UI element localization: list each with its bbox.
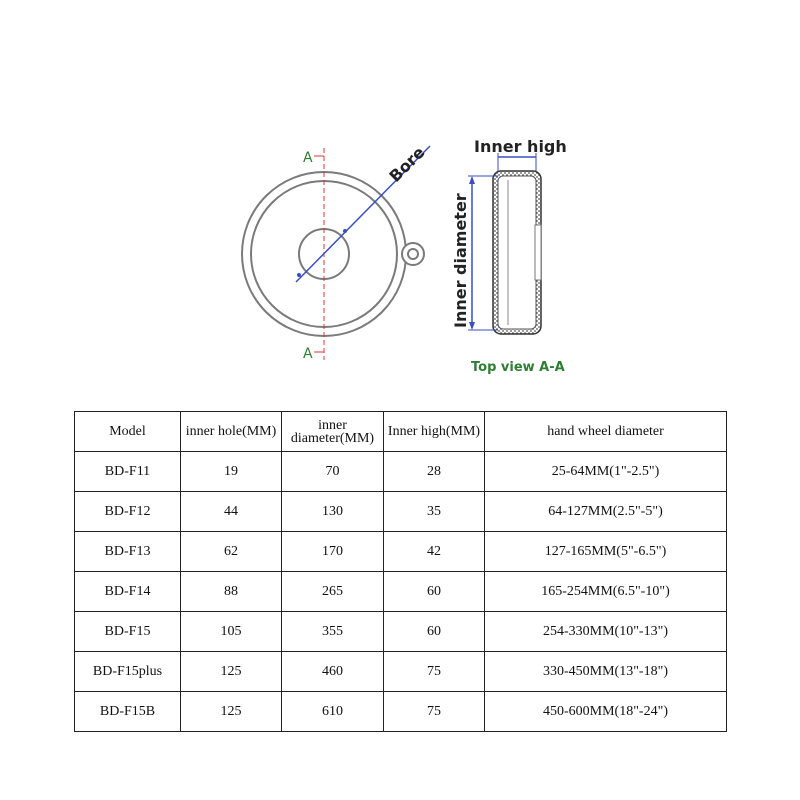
header-inner-hole: inner hole(MM) <box>181 412 282 452</box>
cell-model: BD-F15B <box>75 692 181 732</box>
cell-inner-hole: 88 <box>181 572 282 612</box>
cell-inner-high: 75 <box>384 692 485 732</box>
table-row <box>75 532 727 572</box>
cell-inner-hole: 105 <box>181 612 282 652</box>
table-row <box>75 452 727 492</box>
cell-inner-diameter: 70 <box>282 452 384 492</box>
cell-inner-diameter: 265 <box>282 572 384 612</box>
cell-hand-wheel-diameter: 64-127MM(2.5"-5") <box>485 492 727 532</box>
cell-model: BD-F13 <box>75 532 181 572</box>
bore-label: Bore <box>385 142 429 186</box>
section-marker-top: A <box>303 150 313 166</box>
header-hand-wheel-diameter: hand wheel diameter <box>485 412 727 452</box>
table-row <box>75 692 727 732</box>
cell-inner-high: 75 <box>384 652 485 692</box>
cell-model: BD-F15plus <box>75 652 181 692</box>
cell-hand-wheel-diameter: 25-64MM(1"-2.5") <box>485 452 727 492</box>
cell-model: BD-F15 <box>75 612 181 652</box>
table-row <box>75 652 727 692</box>
cell-inner-hole: 44 <box>181 492 282 532</box>
cell-inner-hole: 125 <box>181 652 282 692</box>
header-model: Model <box>75 412 181 452</box>
hanging-lug <box>402 243 424 265</box>
inner-diameter-arrow-top <box>469 176 475 184</box>
cell-model: BD-F14 <box>75 572 181 612</box>
table-header-row <box>75 412 727 452</box>
header-inner-diameter: inner diameter(MM) <box>282 412 384 452</box>
cell-inner-hole: 19 <box>181 452 282 492</box>
table-row <box>75 572 727 612</box>
cell-inner-high: 42 <box>384 532 485 572</box>
cell-inner-diameter: 170 <box>282 532 384 572</box>
wheel-profile-inner <box>498 176 536 329</box>
cell-inner-hole: 62 <box>181 532 282 572</box>
cell-inner-hole: 125 <box>181 692 282 732</box>
cell-inner-high: 28 <box>384 452 485 492</box>
cell-hand-wheel-diameter: 254-330MM(10"-13") <box>485 612 727 652</box>
cell-inner-high: 60 <box>384 572 485 612</box>
cell-hand-wheel-diameter: 165-254MM(6.5"-10") <box>485 572 727 612</box>
inner-high-label: Inner high <box>474 137 567 156</box>
front-view <box>242 143 430 362</box>
cell-model: BD-F12 <box>75 492 181 532</box>
header-inner-high: Inner high(MM) <box>384 412 485 452</box>
cell-inner-diameter: 610 <box>282 692 384 732</box>
inner-diameter-label: Inner diameter <box>451 193 470 328</box>
cell-inner-diameter: 355 <box>282 612 384 652</box>
cell-inner-diameter: 130 <box>282 492 384 532</box>
cell-hand-wheel-diameter: 330-450MM(13"-18") <box>485 652 727 692</box>
cell-hand-wheel-diameter: 450-600MM(18"-24") <box>485 692 727 732</box>
top-view-caption: Top view A-A <box>471 360 565 375</box>
table-row <box>75 492 727 532</box>
cell-hand-wheel-diameter: 127-165MM(5"-6.5") <box>485 532 727 572</box>
table-row <box>75 612 727 652</box>
cell-inner-high: 60 <box>384 612 485 652</box>
side-view <box>451 137 567 375</box>
bore-arrow-start <box>297 273 301 277</box>
profile-inner-lip <box>535 225 541 280</box>
cell-model: BD-F11 <box>75 452 181 492</box>
section-marker-bottom: A <box>303 346 313 362</box>
spec-table <box>74 411 727 732</box>
cell-inner-high: 35 <box>384 492 485 532</box>
bore-arrow-end <box>343 229 347 233</box>
cell-inner-diameter: 460 <box>282 652 384 692</box>
